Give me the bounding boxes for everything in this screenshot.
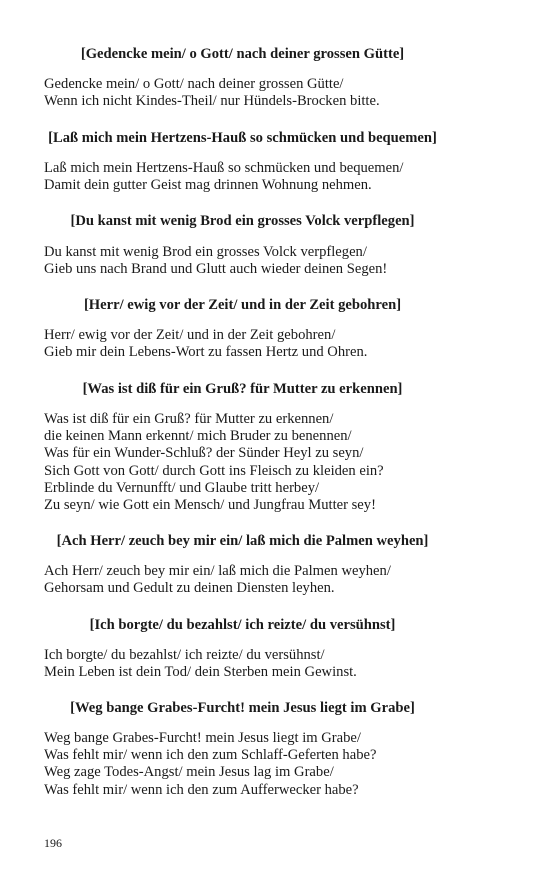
verse-line: Was ist diß für ein Gruß? für Mutter zu erkennen/ bbox=[44, 411, 334, 427]
verse-line: Erblinde du Vernunfft/ und Glaube tritt herbey/ bbox=[44, 479, 320, 496]
verse-line: Ach Herr/ zeuch bey mir ein/ laß mich die Palmen weyhen/ bbox=[44, 563, 391, 579]
stanza-verse bbox=[44, 327, 514, 361]
verse-line: Sich Gott von Gott/ durch Gott ins Fleisch zu kleiden ein? bbox=[44, 462, 384, 479]
verse-line: Gedencke mein/ o Gott/ nach deiner grossen Gütte/ bbox=[44, 76, 344, 92]
stanza-heading: [Ach Herr/ zeuch bey mir ein/ laß mich die Palmen weyhen] bbox=[56, 533, 429, 549]
verse-line: Laß mich mein Hertzens-Hauß so schmücken und bequemen/ bbox=[44, 160, 404, 176]
stanza-verse bbox=[44, 647, 514, 681]
stanza-heading: [Du kanst mit wenig Brod ein grosses Volck verpflegen] bbox=[70, 213, 415, 229]
verse-line: Weg bange Grabes-Furcht! mein Jesus liegt im Grabe/ bbox=[44, 730, 361, 746]
verse-line: Ich borgte/ du bezahlst/ ich reizte/ du versühnst/ bbox=[44, 647, 325, 663]
verse-line: Gieb uns nach Brand und Glutt auch wieder deinen Segen! bbox=[44, 261, 388, 278]
verse-line: Was fehlt mir/ wenn ich den zum Schlaff-Geferten habe? bbox=[44, 747, 377, 764]
verse-line: die keinen Mann erkennt/ mich Bruder zu benennen/ bbox=[44, 428, 352, 445]
verse-line: Gehorsam und Gedult zu deinen Diensten leyhen. bbox=[44, 580, 335, 597]
stanza-heading: [Weg bange Grabes-Furcht! mein Jesus liegt im Grabe] bbox=[70, 700, 415, 716]
stanza-verse bbox=[44, 160, 514, 194]
verse-line: Weg zage Todes-Angst/ mein Jesus lag im Grabe/ bbox=[44, 764, 334, 781]
verse-line: Wenn ich nicht Kindes-Theil/ nur Hündels-Brocken bitte. bbox=[44, 93, 380, 110]
stanza-verse bbox=[44, 563, 514, 597]
verse-line: Zu seyn/ wie Gott ein Mensch/ und Jungfrau Mutter sey! bbox=[44, 497, 376, 514]
verse-line: Gieb mir dein Lebens-Wort zu fassen Hertz und Ohren. bbox=[44, 344, 368, 361]
stanza-heading: [Herr/ ewig vor der Zeit/ und in der Zeit gebohren] bbox=[83, 297, 402, 313]
stanza-heading: [Gedencke mein/ o Gott/ nach deiner grossen Gütte] bbox=[80, 46, 405, 62]
stanza-verse bbox=[44, 244, 514, 278]
stanza-heading: [Was ist diß für ein Gruß? für Mutter zu erkennen] bbox=[82, 381, 403, 397]
stanza-verse bbox=[44, 411, 514, 514]
verse-line: Mein Leben ist dein Tod/ dein Sterben mein Gewinst. bbox=[44, 664, 357, 681]
stanza-heading: [Laß mich mein Hertzens-Hauß so schmücken und bequemen] bbox=[48, 130, 437, 146]
verse-line: Was für ein Wunder-Schluß? der Sünder Heyl zu seyn/ bbox=[44, 445, 364, 462]
verse-line: Herr/ ewig vor der Zeit/ und in der Zeit gebohren/ bbox=[44, 327, 336, 343]
verse-line: Damit dein gutter Geist mag drinnen Wohnung nehmen. bbox=[44, 177, 372, 194]
stanza-heading: [Ich borgte/ du bezahlst/ ich reizte/ du versühnst] bbox=[89, 617, 396, 633]
page-number: 196 bbox=[44, 836, 62, 850]
verse-line: Was fehlt mir/ wenn ich den zum Aufferwecker habe? bbox=[44, 781, 359, 798]
stanza-verse bbox=[44, 76, 514, 110]
verse-line: Du kanst mit wenig Brod ein grosses Volck verpflegen/ bbox=[44, 244, 367, 260]
stanza-verse bbox=[44, 730, 514, 799]
